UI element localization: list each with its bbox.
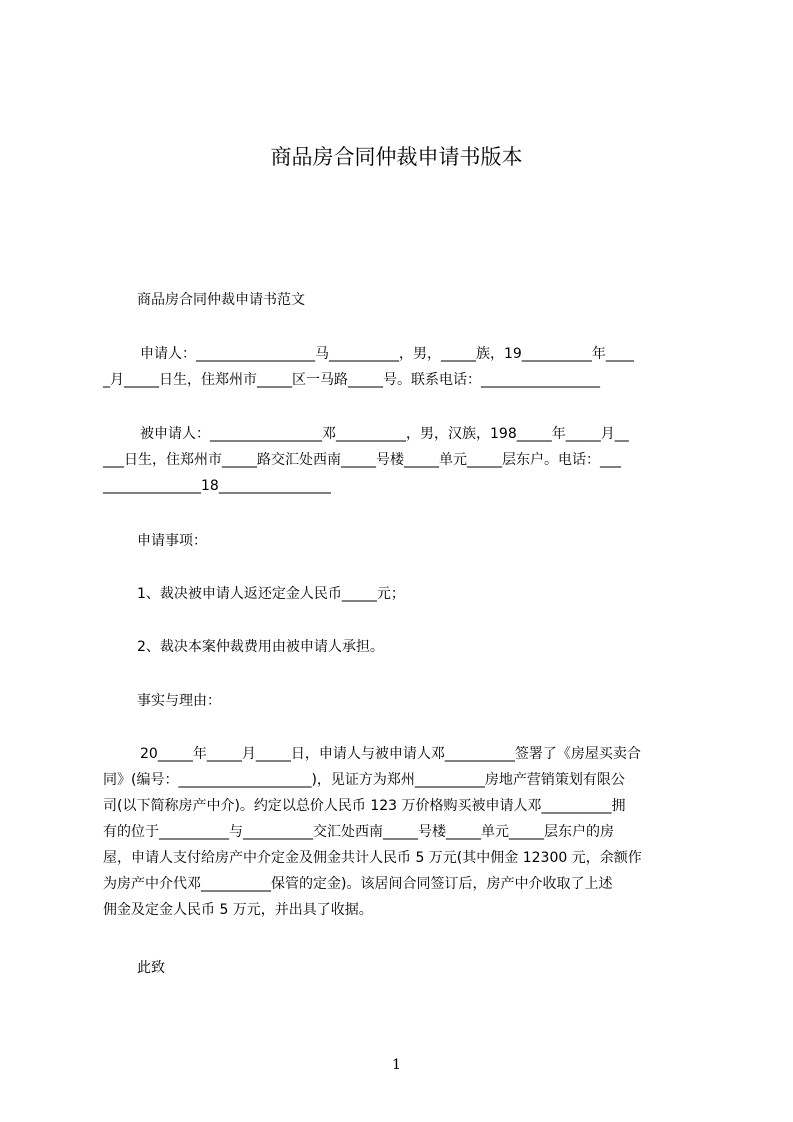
respondent-paragraph	[103, 421, 698, 499]
facts-line-6: 为房产中介代邓__________保管的定金)。该居间合同签订后，房产中介收取了上述	[103, 876, 613, 892]
facts-line-4: 有的位于__________与__________交汇处西南_____号楼_____单元_____层东户的房	[103, 824, 614, 840]
page-number: 1	[392, 1057, 401, 1073]
facts-paragraph	[103, 741, 698, 923]
facts-line-2: 同》(编号：___________________)，见证方为郑州__________房地产营销策划有限公	[103, 772, 625, 788]
facts-line-3: 司(以下简称房产中介)。约定以总价人民币 123 万价格购买被申请人邓__________拥	[103, 798, 626, 814]
subtitle-text: 商品房合同仲裁申请书范文	[137, 292, 305, 308]
facts-heading	[103, 688, 732, 714]
applicant-line-1: 申请人：_________________马__________，男，_____族，19__________年____	[140, 346, 634, 362]
respondent-line-1: 被申请人：________________邓__________，男，汉族，198_____年_____月__	[140, 426, 629, 442]
claim-item-1	[103, 581, 732, 607]
facts-heading-text: 事实与理由：	[137, 693, 221, 709]
claims-heading-text: 申请事项：	[137, 533, 207, 549]
claims-heading	[103, 528, 732, 554]
applicant-paragraph	[103, 341, 698, 393]
respondent-line-2: ___日生，住郑州市_____路交汇处西南_____号楼_____单元_____层东户。电话：___	[103, 452, 621, 468]
document-subtitle	[103, 287, 732, 313]
claim-1-text: 1、裁决被申请人返还定金人民币_____元；	[137, 586, 405, 602]
closing-text: 此致	[137, 960, 165, 976]
closing	[103, 955, 732, 981]
facts-line-1: 20_____年_____月_____日，申请人与被申请人邓__________签署了《房屋买卖合	[140, 746, 641, 762]
claim-2-text: 2、裁决本案仲裁费用由被申请人承担。	[137, 639, 384, 655]
respondent-line-3: ______________18________________	[103, 478, 331, 494]
document-title: 商品房合同仲裁申请书版本	[270, 145, 523, 169]
applicant-line-2: _月_____日生，住郑州市_____区一马路_____号。联系电话：_________________	[103, 372, 600, 388]
claim-item-2	[103, 634, 732, 660]
facts-line-5: 屋，申请人支付给房产中介定金及佣金共计人民币 5 万元(其中佣金 12300 元，余额作	[103, 850, 642, 866]
facts-line-7: 佣金及定金人民币 5 万元，并出具了收据。	[103, 902, 373, 918]
